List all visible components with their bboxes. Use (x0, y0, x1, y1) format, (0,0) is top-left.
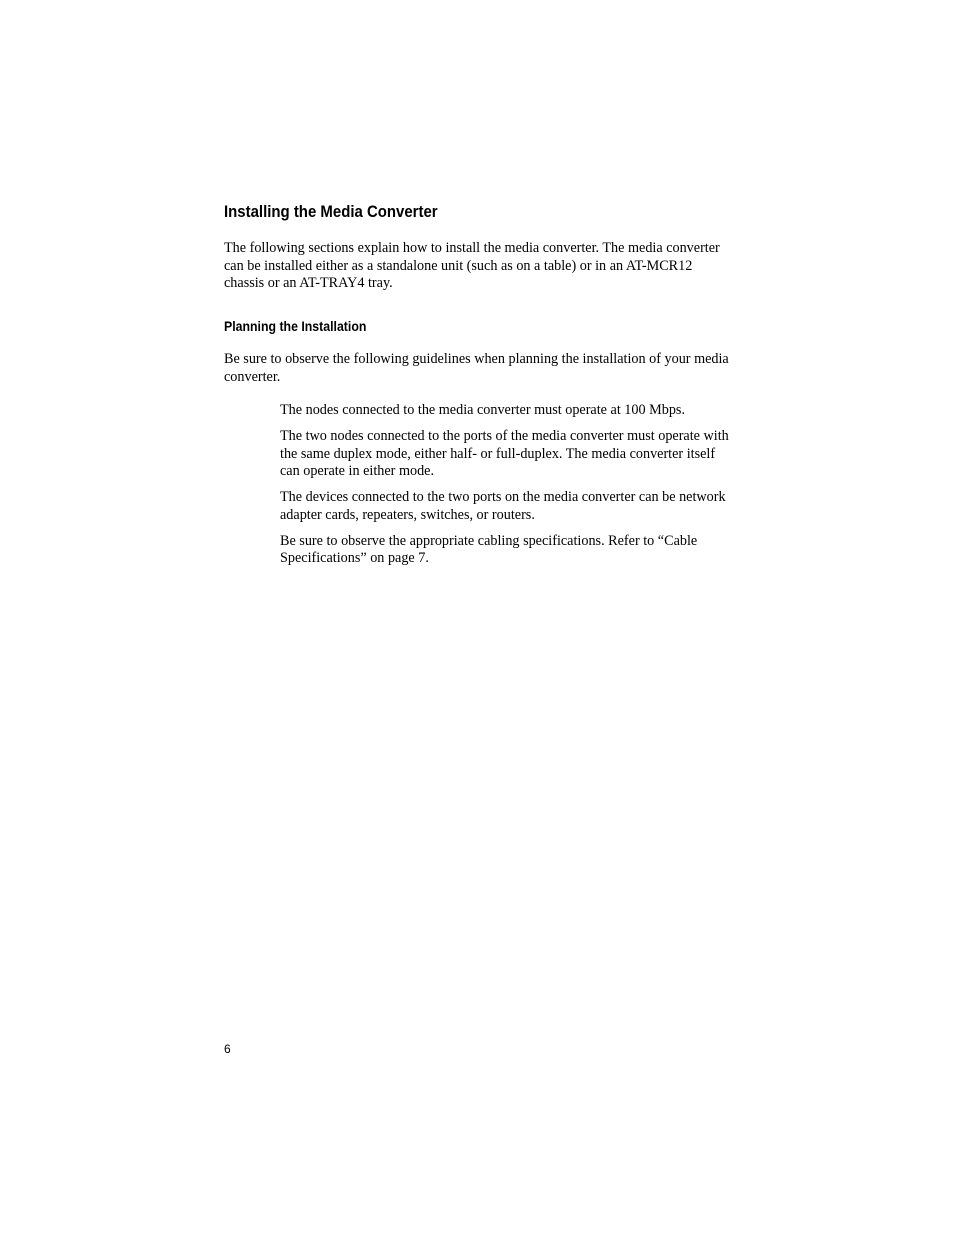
guideline-item: The devices connected to the two ports on the media converter can be network adapter cards, repeaters, switches, or routers. (280, 489, 726, 523)
guideline-item: The two nodes connected to the ports of the media converter must operate with the same duplex mode, either half- or full-duplex. The media converter itself can operate in either mode. (280, 428, 729, 479)
guideline-item: Be sure to observe the appropriate cabling specifications. Refer to “Cable Specifications” on page 7. (280, 532, 698, 566)
guidelines-list (280, 402, 735, 576)
subsection-title: Planning the Installation (224, 318, 367, 334)
guideline-item: The nodes connected to the media converter must operate at 100 Mbps. (280, 402, 686, 418)
section-title: Installing the Media Converter (224, 202, 438, 221)
subsection-intro: Be sure to observe the following guidelines when planning the installation of your media converter. (224, 351, 729, 385)
section-intro: The following sections explain how to install the media converter. The media converter can be installed either as a standalone unit (such as on a table) or in an AT-MCR12 chassis or an AT-TRAY4 tray. (224, 240, 720, 291)
page-number: 6 (224, 1042, 231, 1056)
